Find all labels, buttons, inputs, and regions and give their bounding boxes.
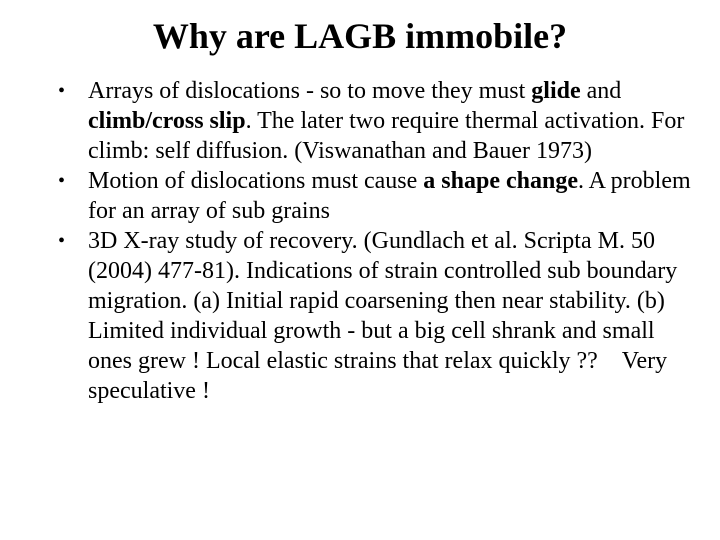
text-run: 3D X-ray study of recovery. (Gundlach et al. Scripta M. 50 (2004) 477-81). Indications of strain controlled sub boundary migration. (a) Initial rapid coarsening then near stability. (b) Limited individual growth - but a big cell shrank and small ones grew ! Local elastic strains that relax quickly ?? Very speculative ! — [88, 228, 678, 404]
text-run: Motion of dislocations must cause — [88, 168, 424, 194]
bullet-list — [56, 76, 696, 406]
text-run: and — [580, 78, 622, 104]
bullet-text — [88, 78, 684, 164]
bullet-dot-icon: • — [58, 170, 66, 192]
bullet-text — [88, 228, 677, 404]
bullet-item — [56, 226, 696, 406]
bullet-dot-icon: • — [58, 80, 66, 102]
text-run-bold: glide — [531, 78, 581, 104]
bullet-dot-icon: • — [58, 230, 66, 252]
slide-title: Why are LAGB immobile? — [152, 16, 568, 56]
bullet-item — [56, 166, 696, 226]
text-run-bold: climb/cross slip — [88, 108, 246, 134]
bullet-text — [88, 168, 691, 224]
text-run: Arrays of dislocations - so to move they must — [88, 78, 532, 104]
text-run: . The later two require thermal activation. For climb: self diffusion. (Viswanathan and Bauer 1973) — [88, 108, 685, 164]
text-run: . A problem for an array of sub grains — [88, 168, 691, 224]
bullet-item — [56, 76, 696, 166]
text-run-bold: a shape change — [423, 168, 578, 194]
